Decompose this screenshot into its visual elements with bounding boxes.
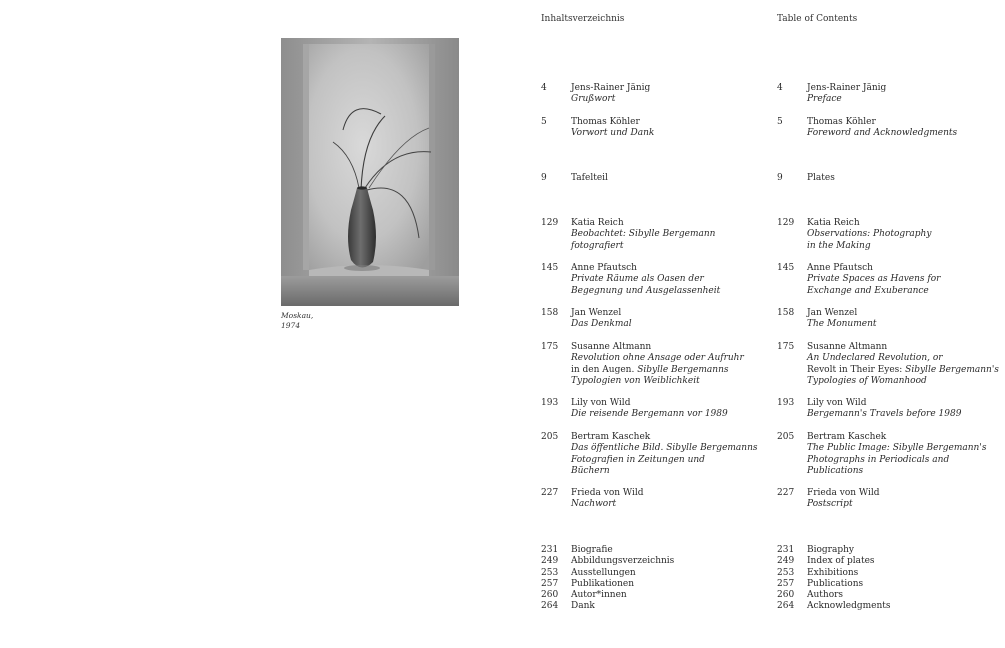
page-number: 4 [541,83,547,93]
appendix-row [777,579,997,590]
page-number: 264 [777,601,795,612]
entry-title: Nachwort [571,499,617,510]
entry-author: Frieda von Wild [807,488,880,498]
entry-title: Bergemann's Travels before 1989 [807,409,962,420]
appendix-label: Authors [807,590,844,601]
page-number: 260 [777,590,795,601]
entry-author: Susanne Altmann [571,342,652,352]
page-number: 129 [777,218,795,228]
entry-author: Jens-Rainer Jänig [571,83,651,93]
page-number: 260 [541,590,559,601]
appendix-label: Index of plates [807,556,875,567]
page-number: 129 [541,218,559,228]
page-number: 9 [541,173,547,183]
photo-caption-line2: 1974 [281,320,301,330]
page-number: 175 [541,342,559,352]
entry-title: Private Spaces as Havens for Exchange and Exuberance [807,274,941,296]
appendix-label: Autor*innen [571,590,627,601]
appendix-label: Abbildungsverzeichnis [571,556,675,567]
page-number: 264 [541,601,559,612]
entry-author: Thomas Köhler [571,117,640,127]
appendix-row [541,556,761,567]
vase-photograph [281,38,459,306]
appendix-list [541,545,761,613]
appendix-label: Publications [807,578,864,589]
entry-title: Private Räume als Oasen der Begegnung und Ausgelassenheit [571,274,721,296]
appendix-row [777,601,997,612]
appendix-row [541,590,761,601]
entry-author: Jens-Rainer Jänig [807,83,887,93]
page-number: 205 [777,432,795,442]
page-number: 253 [541,567,559,578]
appendix-list [777,545,997,613]
entry-author: Lily von Wild [571,398,631,408]
entry-author: Bertram Kaschek [807,432,887,442]
entry-author: Lily von Wild [807,398,867,408]
vase-photo-image [281,38,459,306]
entry-title: Postscript [807,499,853,510]
page-number: 249 [541,556,559,567]
page-number: 5 [777,117,783,127]
page-number: 193 [777,398,795,408]
appendix-row [777,556,997,567]
entry-author: Anne Pfautsch [807,263,873,273]
page-number: 227 [777,488,795,498]
appendix-row [541,568,761,579]
entry-author: Anne Pfautsch [571,263,637,273]
entry-title: An Undeclared Revolution, or [807,353,943,364]
entry-title: Preface [807,94,842,105]
page-number: 158 [777,308,795,318]
heading-inhaltsverzeichnis: Inhaltsverzeichnis [541,14,625,24]
page-number: 205 [541,432,559,442]
entry-title: Das öffentliche Bild. Sibylle Bergemanns Fotografien in Zeitungen und Büchern [571,443,758,476]
entry-author: Thomas Köhler [807,117,876,127]
entry-title: Vorwort und Dank [571,128,655,139]
photo-caption-line1: Moskau, [281,311,314,320]
page-number: 4 [777,83,783,93]
page-number: 257 [777,578,795,589]
entry-section: Plates [807,173,835,183]
page-number: 145 [541,263,559,273]
appendix-row [541,601,761,612]
page-number: 231 [541,545,559,555]
appendix-row [777,590,997,601]
entry-title: Foreword and Acknowledgments [807,128,958,139]
entry-title-plain: in den Augen. [571,364,635,375]
appendix-row [541,545,761,556]
appendix-row [777,545,997,556]
entry-title-rest: Sibylle Bergemann's Typologies of Womanhood [807,364,999,386]
entry-title: Das Denkmal [571,319,632,330]
entry-title: Die reisende Bergemann vor 1989 [571,409,728,420]
appendix-label: Ausstellungen [571,567,636,578]
page-number: 253 [777,567,795,578]
page-number: 158 [541,308,559,318]
page-number: 227 [541,488,559,498]
entry-title: Observations: Photography in the Making [807,229,932,251]
entry-author: Susanne Altmann [807,342,888,352]
appendix-label: Biography [807,545,854,555]
entry-title-rest: Sibylle Bergemanns Typologien von Weiblichkeit [571,364,729,386]
appendix-label: Dank [571,601,595,612]
entry-title: Revolution ohne Ansage oder Aufruhr [571,353,744,364]
appendix-row [777,568,997,579]
page-number: 5 [541,117,547,127]
entry-author: Jan Wenzel [571,308,622,318]
entry-title: The Public Image: Sibylle Bergemann's Photographs in Periodicals and Publications [807,443,987,476]
page-number: 249 [777,556,795,567]
appendix-row [541,579,761,590]
entry-author: Frieda von Wild [571,488,644,498]
page-number: 193 [541,398,559,408]
appendix-label: Acknowledgments [807,601,891,612]
entry-section: Tafelteil [571,173,608,183]
page-number: 9 [777,173,783,183]
heading-table-of-contents: Table of Contents [777,14,858,24]
page-number: 231 [777,545,795,555]
entry-title-plain: Revolt in Their Eyes: [807,364,903,375]
entry-author: Katia Reich [807,218,860,228]
photo-caption [281,311,313,330]
entry-title: Beobachtet: Sibylle Bergemann fotografiert [571,229,716,251]
entry-title: The Monument [807,319,877,330]
page-number: 175 [777,342,795,352]
entry-title: Grußwort [571,94,616,105]
entry-author: Katia Reich [571,218,624,228]
appendix-label: Biografie [571,545,613,555]
entry-author: Bertram Kaschek [571,432,651,442]
appendix-label: Publikationen [571,578,635,589]
page-number: 145 [777,263,795,273]
page-number: 257 [541,578,559,589]
appendix-label: Exhibitions [807,567,859,578]
entry-author: Jan Wenzel [807,308,858,318]
